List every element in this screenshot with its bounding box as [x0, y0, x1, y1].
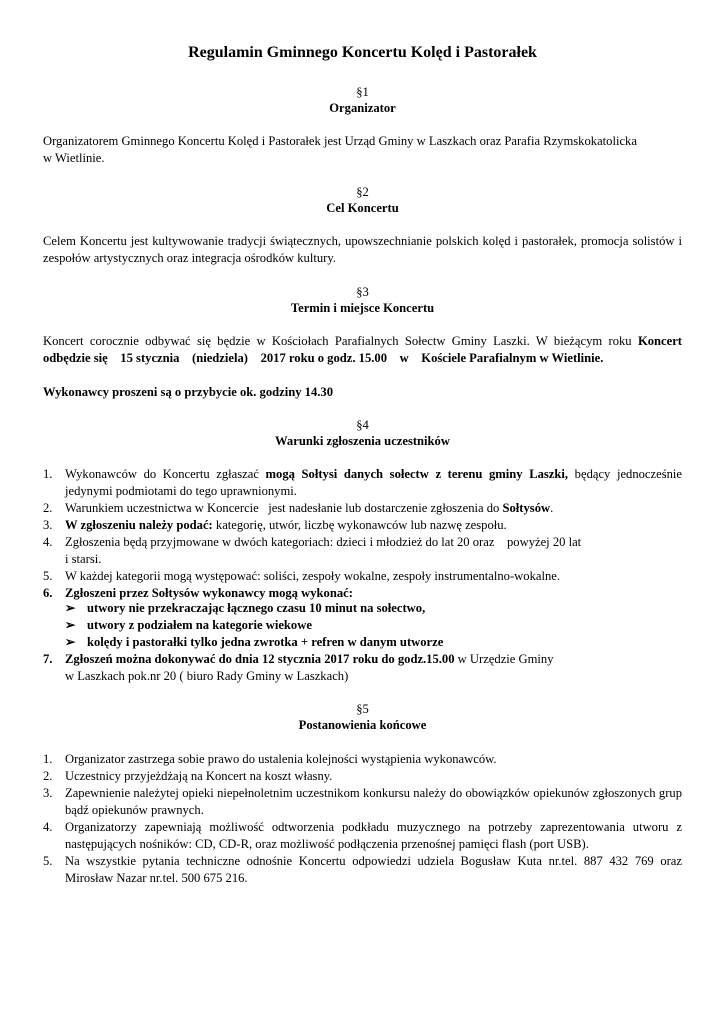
- list-item: [43, 768, 682, 785]
- bullet-item: [43, 634, 682, 651]
- list-item-number: 2.: [43, 769, 53, 783]
- list-item-number: 1.: [43, 467, 53, 481]
- list-item-text-bold: W zgłoszeniu należy podać:: [65, 518, 213, 532]
- section-3-heading: Termin i miejsce Koncertu: [290, 301, 435, 315]
- list-item: [43, 751, 682, 768]
- list-item-text: Zapewnienie należytej opieki niepełnoletnim uczestnikom konkursu należy do obowiązków opiekunów zgłoszonych grup bądź opiekunów prawnych.: [65, 786, 682, 817]
- list-item: [43, 500, 682, 517]
- section-3-text: [43, 333, 682, 367]
- section-5-heading: Postanowienia końcowe: [298, 718, 427, 732]
- section-1-number: §1: [356, 85, 369, 99]
- list-item-text-bold: mogą Sołtysi danych sołectw z terenu gminy Laszki,: [265, 467, 569, 481]
- section-5-number: §5: [356, 702, 369, 716]
- bullet-item-text: utwory z podziałem na kategorie wiekowe: [87, 618, 312, 632]
- list-item: [43, 819, 682, 853]
- section-2-number: §2: [356, 185, 369, 199]
- section-4-list: [43, 466, 682, 602]
- list-item-text: Organizatorzy zapewniają możliwość odtworzenia podkładu muzycznego na potrzeby zaprezentowania utworu z następujących nośników: CD, CD-R, oraz możliwość podłączenia przenośnej pamięci flash (port USB).: [65, 820, 682, 851]
- section-1-text-line-2: w Wietlinie.: [43, 151, 105, 165]
- section-3-text-bold-1: Koncert: [637, 334, 682, 348]
- list-item-text-bold: Zgłoszeni przez Sołtysów wykonawcy mogą wykonać:: [65, 586, 353, 600]
- list-item: [43, 568, 682, 585]
- list-item-text: w Urzędzie Gminy: [454, 652, 554, 666]
- list-item-number: 6.: [43, 586, 53, 600]
- list-item-text-bold: Zgłoszeń można dokonywać do dnia 12 stycznia 2017 roku do godz.15.00: [65, 652, 455, 666]
- section-2-heading: Cel Koncertu: [326, 201, 399, 215]
- list-item-number: 4.: [43, 535, 53, 549]
- section-2-text: Celem Koncertu jest kultywowanie tradycji świątecznych, upowszechnianie polskich kolęd i pastorałek, promocja solistów i zespołów artystycznych oraz integracja ośrodków kultury.: [43, 234, 682, 265]
- list-item: [43, 466, 682, 500]
- list-item: [43, 785, 682, 819]
- arrow-bullet-icon: ➢: [65, 635, 76, 649]
- list-item-number: 5.: [43, 569, 53, 583]
- bullet-item: [43, 600, 682, 617]
- arrow-bullet-icon: ➢: [65, 601, 76, 615]
- bullet-item-text: kolędy i pastorałki tylko jedna zwrotka + refren w danym utworze: [87, 635, 444, 649]
- list-item: [43, 534, 682, 568]
- bullet-item-text: utwory nie przekraczając łącznego czasu 10 minut na sołectwo,: [87, 601, 426, 615]
- section-4-list-cont: [43, 651, 682, 685]
- list-item-text: .: [550, 501, 554, 515]
- list-item-text: Uczestnicy przyjeżdżają na Koncert na koszt własny.: [65, 769, 333, 783]
- list-item-text: kategorię, utwór, liczbę wykonawców lub nazwę zespołu.: [212, 518, 507, 532]
- section-3-text-bold-2: odbędzie się 15 stycznia (niedziela) 2017 roku o godz. 15.00 w Kościele Parafialnym w Wietlinie.: [43, 351, 604, 365]
- bullet-item: [43, 617, 682, 634]
- list-item-text: Na wszystkie pytania techniczne odnośnie Koncertu odpowiedzi udziela Bogusław Kuta nr.tel. 887 432 769 oraz Mirosław Nazar nr.tel. 500 675 216.: [65, 854, 682, 885]
- list-item: [43, 651, 682, 685]
- section-3-number: §3: [356, 285, 369, 299]
- section-3-arrival-note: Wykonawcy proszeni są o przybycie ok. godziny 14.30: [43, 385, 334, 399]
- list-item-text: Organizator zastrzega sobie prawo do ustalenia kolejności wystąpienia wykonawców.: [65, 752, 497, 766]
- list-item-number: 2.: [43, 501, 53, 515]
- section-1-text-line-1: Organizatorem Gminnego Koncertu Kolęd i Pastorałek jest Urząd Gminy w Laszkach oraz Parafia Rzymskokatolicka: [43, 134, 637, 148]
- list-item-text: W każdej kategorii mogą występować: soliści, zespoły wokalne, zespoły instrumentalno-wokalne.: [65, 569, 560, 583]
- list-item-text: w Laszkach pok.nr 20 ( biuro Rady Gminy w Laszkach): [65, 669, 349, 683]
- list-item-text: Zgłoszenia będą przyjmowane w dwóch kategoriach: dzieci i młodzież do lat 20 oraz powyżej 20 lat: [65, 535, 582, 549]
- list-item-text: Wykonawców do Koncertu zgłaszać: [65, 467, 266, 481]
- list-item-number: 1.: [43, 752, 53, 766]
- section-4-number: §4: [356, 418, 369, 432]
- list-item-number: 7.: [43, 652, 53, 666]
- list-item: [43, 853, 682, 887]
- list-item-number: 4.: [43, 820, 53, 834]
- arrow-bullet-icon: ➢: [65, 618, 76, 632]
- list-item-number: 3.: [43, 518, 53, 532]
- section-5-list: [43, 751, 682, 887]
- list-item: [43, 517, 682, 534]
- list-item-number: 3.: [43, 786, 53, 800]
- list-item-text: i starsi.: [65, 552, 102, 566]
- section-4-bullet-list: [43, 600, 682, 651]
- list-item-text: będący jednocześnie jedynymi podmiotami do tego uprawnionymi.: [65, 467, 682, 498]
- section-1-heading: Organizator: [329, 101, 396, 115]
- section-4-heading: Warunki zgłoszenia uczestników: [275, 434, 450, 448]
- document-title: Regulamin Gminnego Koncertu Kolęd i Pastorałek: [188, 44, 537, 61]
- list-item-text-bold: Sołtysów: [502, 501, 551, 515]
- section-3-text-normal: Koncert corocznie odbywać się będzie w Kościołach Parafialnych Sołectw Gminy Laszki. W bieżącym roku: [43, 334, 638, 348]
- list-item-number: 5.: [43, 854, 53, 868]
- list-item-text: Warunkiem uczestnictwa w Koncercie jest nadesłanie lub dostarczenie zgłoszenia do: [65, 501, 503, 515]
